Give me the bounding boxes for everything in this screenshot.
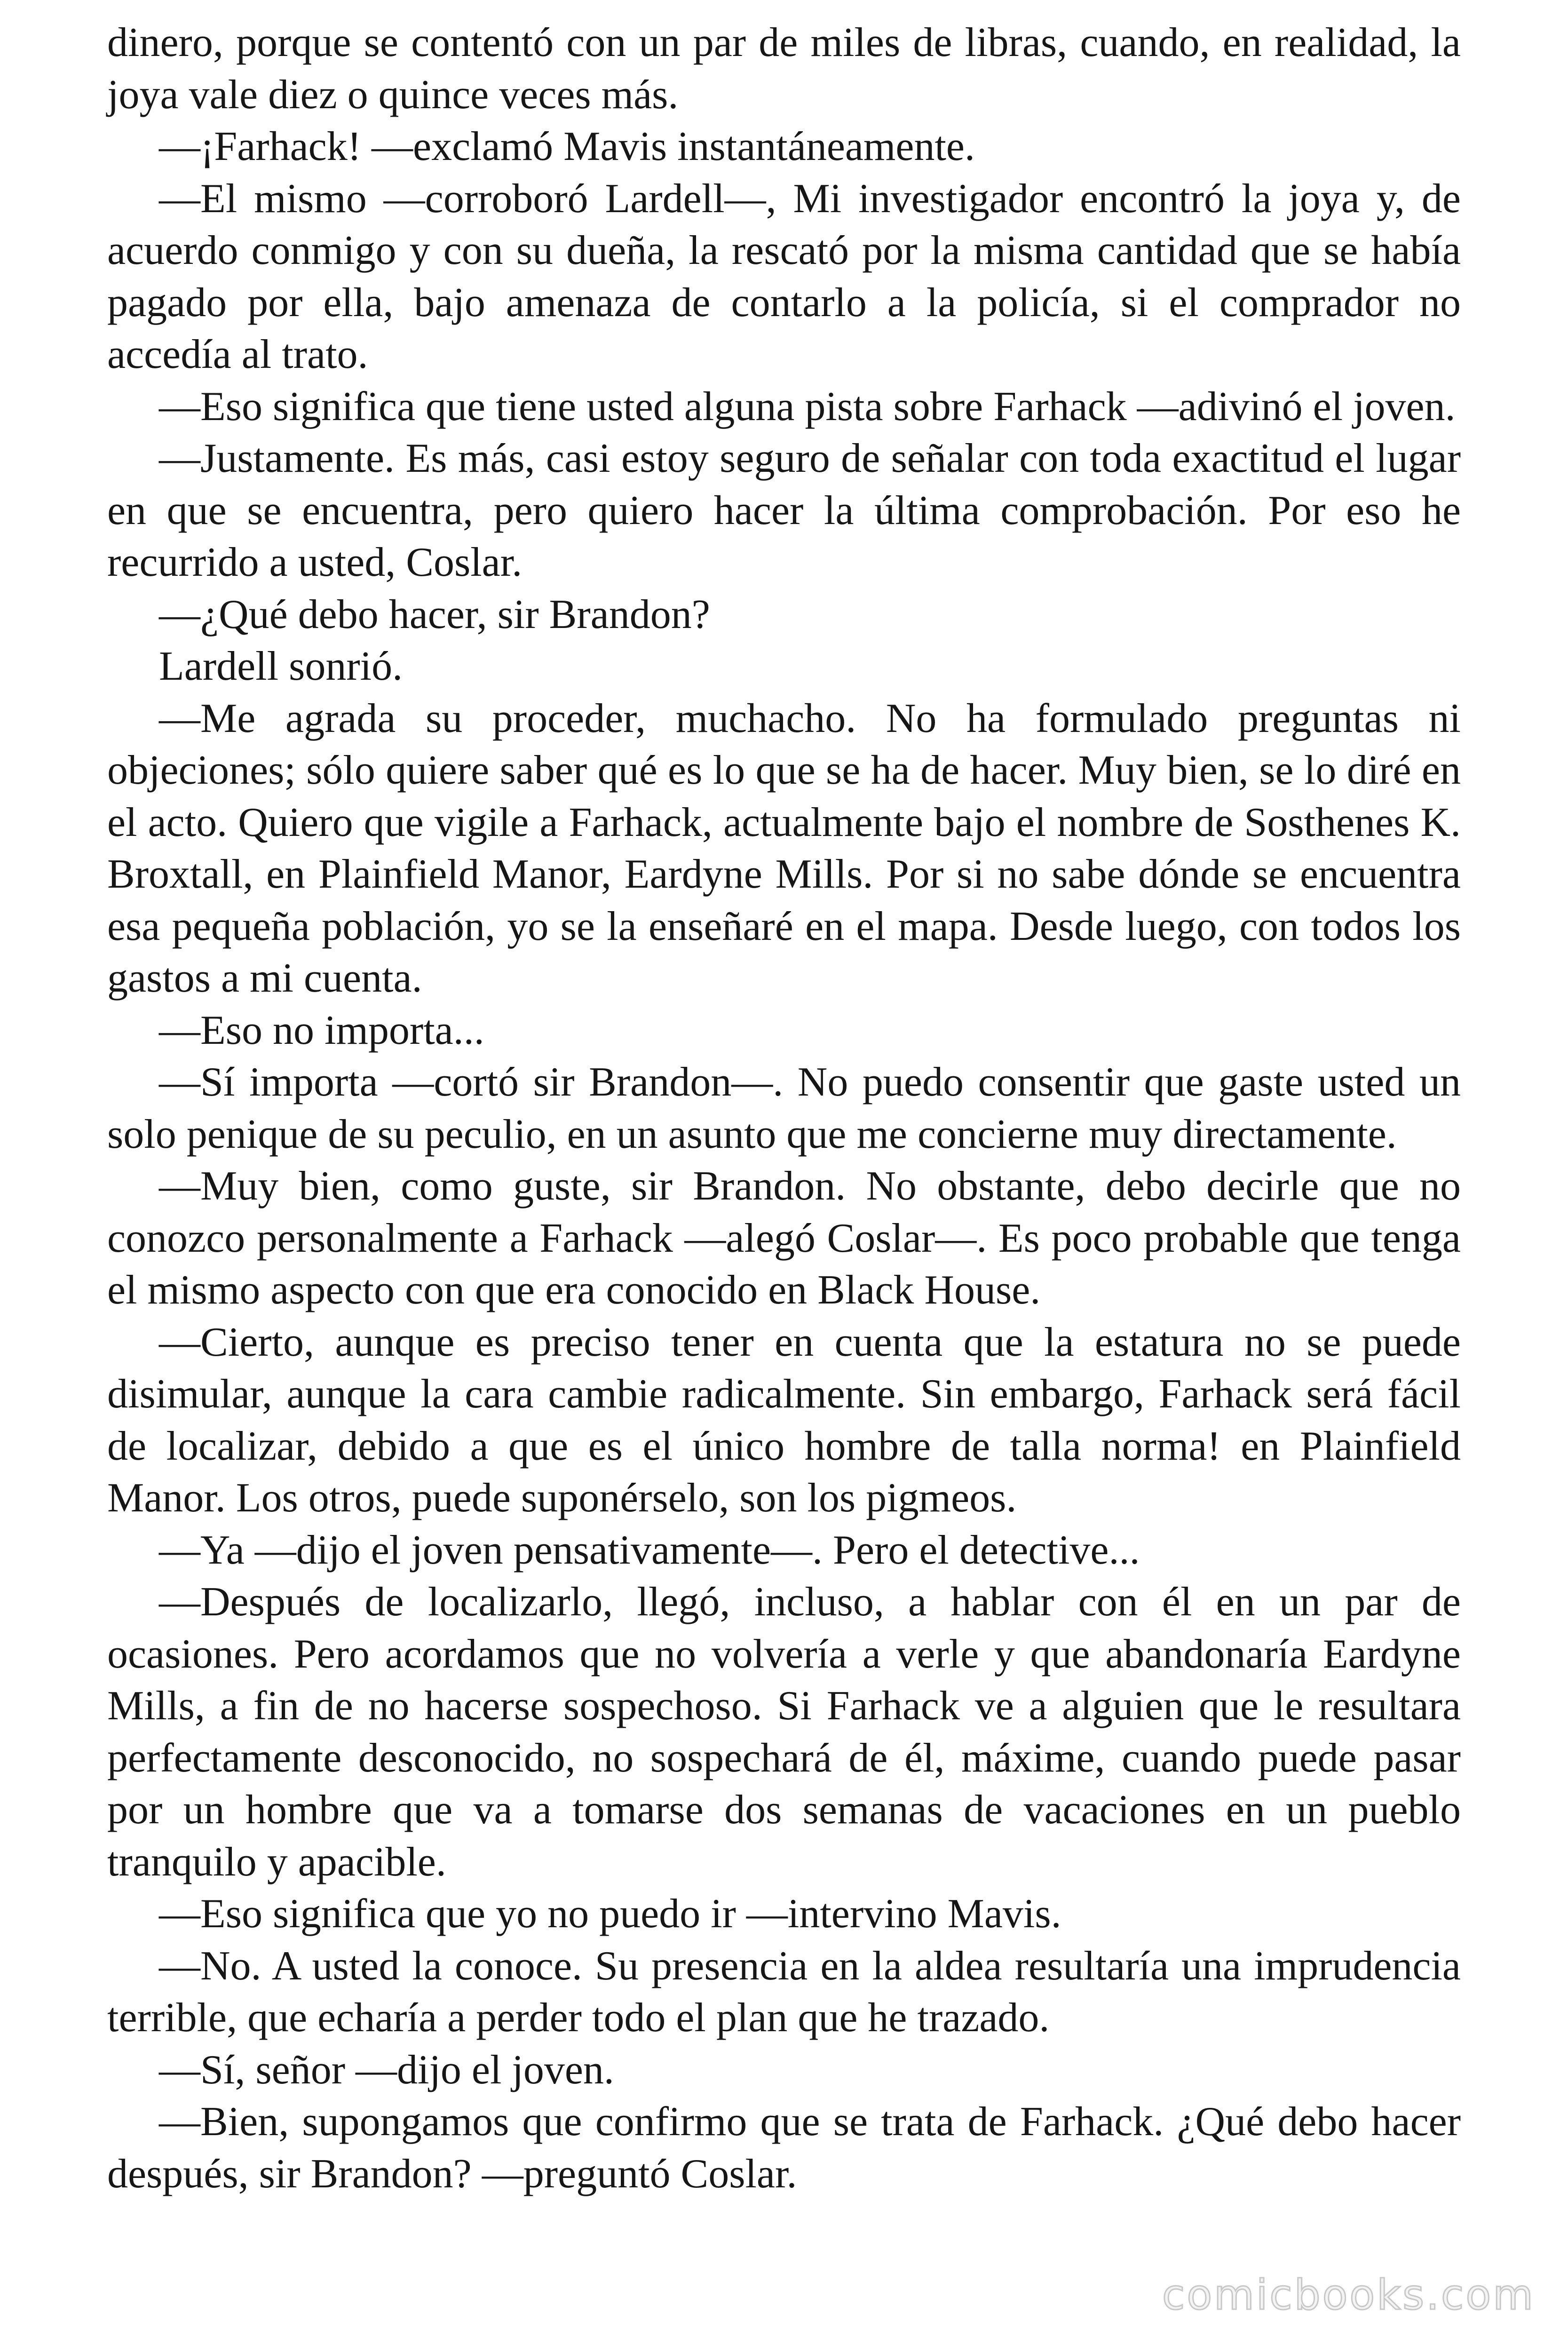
paragraph: —No. A usted la conoce. Su presencia en la aldea resultaría una imprudencia terrible, que echaría a perder todo el plan que he trazado. (107, 1943, 1461, 2041)
paragraph: —Me agrada su proceder, muchacho. No ha formulado preguntas ni objeciones; sólo quiere saber qué es lo que se ha de hacer. Muy bien, se lo diré en el acto. Quiero que vigile a Farhack, actualmente bajo el nombre de Sosthenes K. Broxtall, en Plainfield Manor, Eardyne Mills. Por si no sabe dónde se encuentra esa pequeña población, yo se la enseñaré en el mapa. Desde luego, con todos los gastos a mi cuenta. (107, 695, 1461, 1001)
paragraph: —Eso no importa... (159, 1007, 484, 1053)
paragraph: dinero, porque se contentó con un par de miles de libras, cuando, en realidad, la joya vale diez o quince veces más. (107, 20, 1461, 118)
paragraph: —¿Qué debo hacer, sir Brandon? (159, 591, 710, 637)
paragraph: —Eso significa que yo no puedo ir —intervino Mavis. (159, 1891, 1061, 1937)
paragraph: —Ya —dijo el joven pensativamente—. Pero el detective... (159, 1527, 1140, 1573)
paragraph: —Muy bien, como guste, sir Brandon. No obstante, debo decirle que no conozco personalmente a Farhack —alegó Coslar—. Es poco probable que tenga el mismo aspecto con que era conocido en Black House. (107, 1163, 1461, 1313)
paragraph: —Eso significa que tiene usted alguna pista sobre Farhack —adivinó el joven. (159, 383, 1456, 429)
paragraph: —Sí importa —cortó sir Brandon—. No puedo consentir que gaste usted un solo penique de su peculio, en un asunto que me concierne muy directamente. (107, 1059, 1461, 1157)
paragraph: —Justamente. Es más, casi estoy seguro de señalar con toda exactitud el lugar en que se encuentra, pero quiero hacer la última comprobación. Por eso he recurrido a usted, Coslar. (107, 436, 1461, 585)
book-page-text (107, 17, 1461, 2200)
paragraph: —Después de localizarlo, llegó, incluso, a hablar con él en un par de ocasiones. Pero acordamos que no volvería a verle y que abandonaría Eardyne Mills, a fin de no hacerse sospechoso. Si Farhack ve a alguien que le resultara perfectamente desconocido, no sospechará de él, máxime, cuando puede pasar por un hombre que va a tomarse dos semanas de vacaciones en un pueblo tranquilo y apacible. (107, 1579, 1461, 1885)
paragraph: Lardell sonrió. (159, 644, 403, 689)
paragraph: —Cierto, aunque es preciso tener en cuenta que la estatura no se puede disimular, aunque la cara cambie radicalmente. Sin embargo, Farhack será fácil de localizar, debido a que es el único hombre de talla norma! en Plainfield Manor. Los otros, puede suponérselo, son los pigmeos. (107, 1319, 1461, 1521)
paragraph: —Bien, supongamos que confirmo que se trata de Farhack. ¿Qué debo hacer después, sir Brandon? —preguntó Coslar. (107, 2099, 1461, 2197)
paragraph: —El mismo —corroboró Lardell—, Mi investigador encontró la joya y, de acuerdo conmigo y con su dueña, la rescató por la misma cantidad que se había pagado por ella, bajo amenaza de contarlo a la policía, si el comprador no accedía al trato. (107, 175, 1461, 377)
paragraph: —Sí, señor —dijo el joven. (159, 2047, 614, 2093)
paragraph: —¡Farhack! —exclamó Mavis instantáneamente. (159, 124, 975, 169)
watermark: comicbooks.com (1162, 2271, 1535, 2319)
